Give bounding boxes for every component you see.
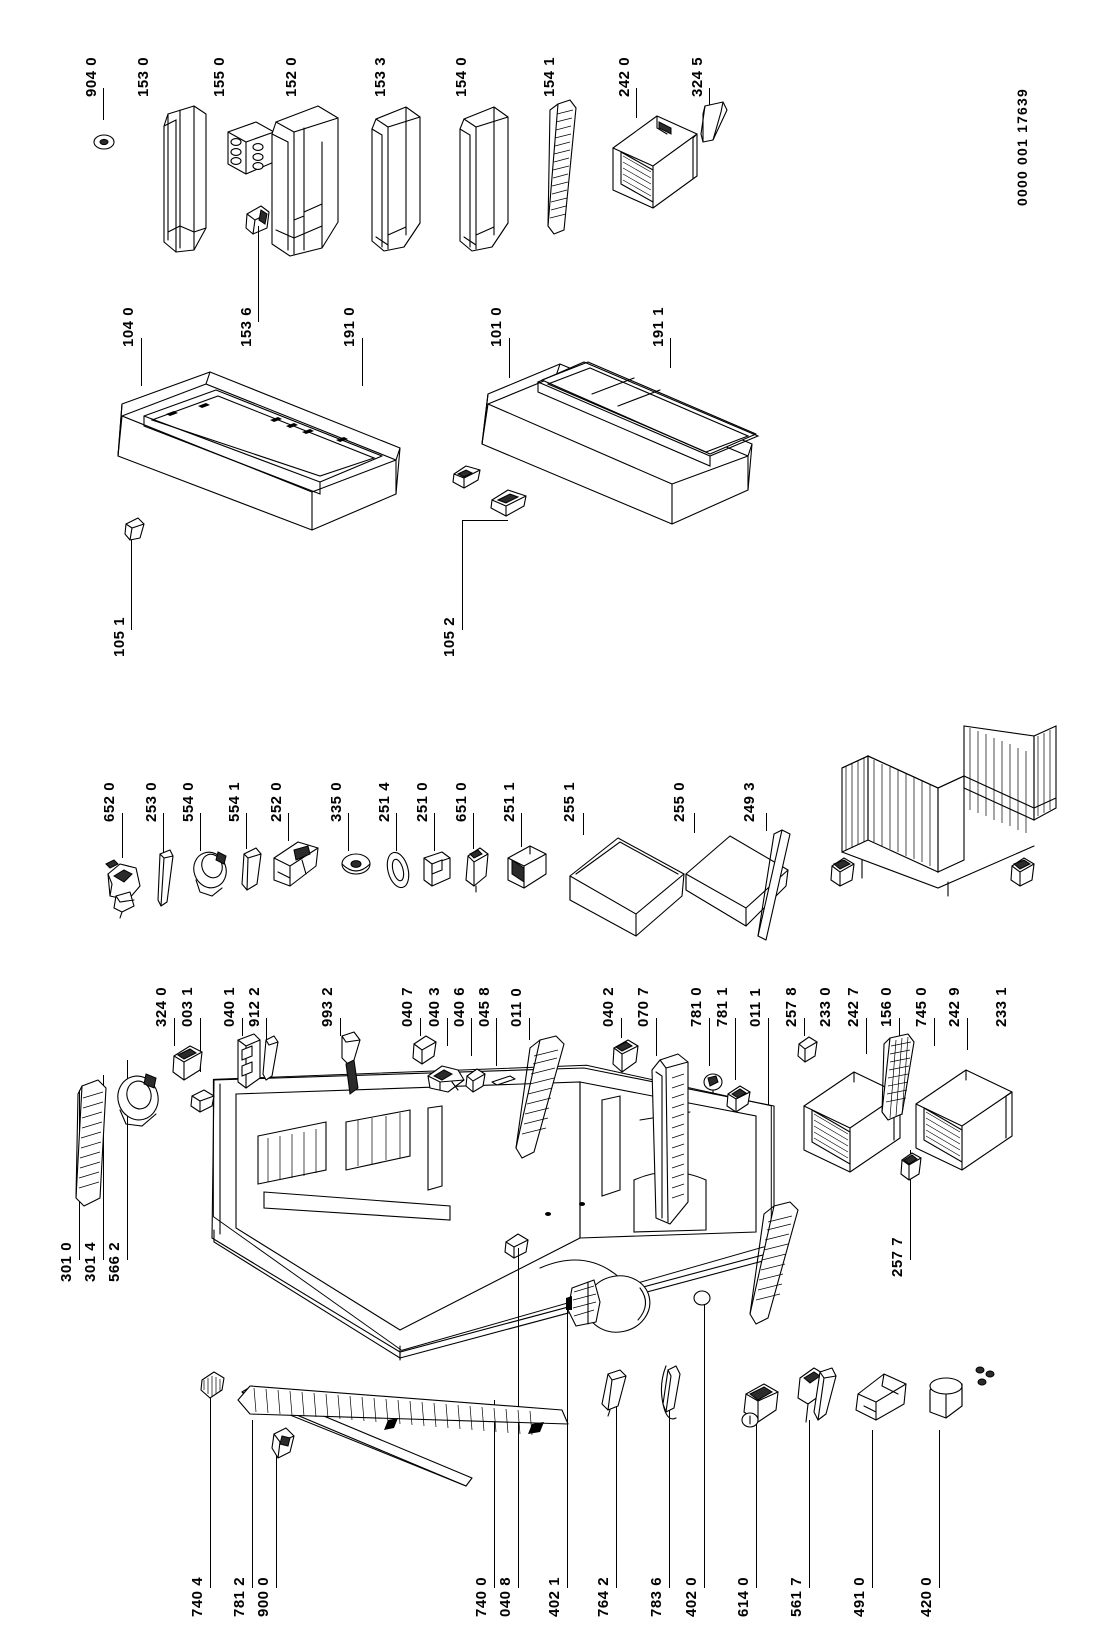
leader-614-0: [756, 1420, 757, 1588]
label-249-3: 249 3: [741, 781, 758, 822]
part-740-4-foot: [196, 1368, 230, 1402]
part-040-6-clip: [462, 1064, 490, 1096]
part-101-0-door-frame: [472, 356, 772, 556]
label-152-0: 152 0: [283, 56, 300, 97]
leader-402-0: [704, 1300, 705, 1588]
label-040-3: 040 3: [426, 986, 443, 1027]
part-105-2-hinge-cap-a: [450, 462, 484, 492]
label-154-1: 154 1: [541, 56, 558, 97]
label-554-0: 554 0: [180, 781, 197, 822]
leader-251-0: [434, 813, 435, 851]
label-255-1: 255 1: [561, 781, 578, 822]
leader-242-9: [967, 1018, 968, 1050]
part-420-0-screws: [972, 1362, 998, 1392]
leader-070-7: [656, 1018, 657, 1056]
label-105-1: 105 1: [111, 616, 128, 657]
label-781-1: 781 1: [714, 986, 731, 1027]
part-402-1-compressor: [560, 1258, 670, 1348]
label-301-4: 301 4: [82, 1241, 99, 1282]
part-003-1-plate: [186, 1084, 220, 1118]
part-251-1-box: [500, 840, 554, 896]
label-491-0: 491 0: [851, 1576, 868, 1617]
label-554-1: 554 1: [226, 781, 243, 822]
part-251-4-ring: [382, 846, 414, 894]
leader-764-2: [616, 1398, 617, 1588]
label-040-6: 040 6: [451, 986, 468, 1027]
part-335-0-grommet: [338, 848, 374, 882]
label-566-2: 566 2: [106, 1241, 123, 1282]
part-040-2-clip: [608, 1034, 644, 1080]
label-242-9: 242 9: [946, 986, 963, 1027]
leader-740-4: [210, 1392, 211, 1588]
part-652-0-thermostat: [100, 852, 152, 924]
label-251-4: 251 4: [376, 781, 393, 822]
part-249-3-rod: [752, 826, 802, 946]
part-233-1-clip: [1006, 852, 1040, 892]
part-153-3-door-rail: [360, 103, 436, 258]
part-554-1-bracket: [238, 846, 266, 896]
part-781-1-connector: [722, 1082, 756, 1116]
label-011-1: 011 1: [747, 987, 764, 1027]
leader-335-0: [348, 813, 349, 851]
label-070-7: 070 7: [635, 986, 652, 1027]
label-324-0: 324 0: [153, 986, 170, 1027]
part-491-0-drip-tray: [850, 1368, 914, 1430]
part-420-0-roll: [920, 1368, 976, 1426]
part-993-2-scraper: [328, 1030, 372, 1100]
leader-402-1: [567, 1300, 568, 1588]
label-420-0: 420 0: [918, 1576, 935, 1617]
part-651-0-switch: [458, 842, 496, 894]
label-040-8: 040 8: [497, 1576, 514, 1617]
part-566-2-fan: [112, 1068, 168, 1130]
leader-420-0: [939, 1430, 940, 1588]
label-233-1: 233 1: [993, 986, 1010, 1027]
label-257-7: 257 7: [889, 1236, 906, 1277]
part-233-0-clip: [826, 852, 860, 892]
leader-253-0: [163, 813, 164, 853]
label-003-1: 003 1: [179, 986, 196, 1027]
label-233-0: 233 0: [817, 986, 834, 1027]
label-301-0: 301 0: [58, 1241, 75, 1282]
part-105-2-hinge-cap-b: [488, 486, 530, 520]
label-040-7: 040 7: [399, 986, 416, 1027]
label-781-2: 781 2: [231, 1576, 248, 1617]
leader-904-0: [103, 88, 104, 120]
part-554-0-round-part: [188, 846, 234, 902]
label-764-2: 764 2: [595, 1576, 612, 1617]
label-154-0: 154 0: [453, 56, 470, 97]
label-242-0: 242 0: [616, 56, 633, 97]
part-324-5-flap: [695, 100, 735, 146]
label-251-0: 251 0: [414, 781, 431, 822]
label-011-0: 011 0: [508, 987, 525, 1027]
leader-153-6: [258, 226, 259, 322]
label-191-0: 191 0: [341, 306, 358, 347]
leader-781-0: [709, 1018, 710, 1066]
label-900-0: 900 0: [255, 1576, 272, 1617]
part-154-0-door-rail: [448, 103, 524, 258]
label-740-0: 740 0: [473, 1576, 490, 1617]
label-740-4: 740 4: [189, 1576, 206, 1617]
label-993-2: 993 2: [319, 986, 336, 1027]
label-191-1: 191 1: [650, 306, 667, 347]
label-402-1: 402 1: [546, 1576, 563, 1617]
part-301-0-rail: [70, 1078, 114, 1218]
label-242-7: 242 7: [845, 986, 862, 1027]
label-745-0: 745 0: [913, 986, 930, 1027]
label-257-8: 257 8: [783, 986, 800, 1027]
part-040-8-clip-in-cabinet: [500, 1230, 534, 1262]
leader-561-7: [809, 1420, 810, 1588]
part-154-1-bottle-strip: [540, 98, 594, 238]
part-912-2-pin: [260, 1034, 282, 1084]
label-040-1: 040 1: [221, 986, 238, 1027]
part-242-0-freezer-box: [605, 108, 705, 218]
label-251-1: 251 1: [501, 781, 518, 822]
label-105-2: 105 2: [441, 616, 458, 657]
part-255-1-glass-shelf: [562, 830, 692, 950]
part-011-0-rail: [514, 1034, 574, 1164]
label-155-0: 155 0: [211, 56, 228, 97]
part-011-1-rail: [748, 1200, 806, 1330]
label-253-0: 253 0: [143, 781, 160, 822]
part-152-0-door-bin: [260, 100, 360, 260]
label-402-0: 402 0: [683, 1576, 700, 1617]
label-252-0: 252 0: [268, 781, 285, 822]
part-764-2-capacitor: [596, 1368, 636, 1416]
part-783-6-thermal-fuse: [654, 1362, 688, 1426]
label-324-5: 324 5: [689, 56, 706, 97]
label-101-0: 101 0: [488, 306, 505, 347]
label-335-0: 335 0: [328, 781, 345, 822]
label-153-0: 153 0: [135, 56, 152, 97]
part-904-0-grommet: [92, 130, 118, 154]
label-153-6: 153 6: [238, 306, 255, 347]
label-045-8: 045 8: [476, 986, 493, 1027]
leader-554-1: [246, 813, 247, 849]
label-255-0: 255 0: [671, 781, 688, 822]
label-783-6: 783 6: [648, 1576, 665, 1617]
part-153-0-door-rail: [150, 100, 230, 260]
label-614-0: 614 0: [735, 1576, 752, 1617]
part-253-0-pin: [154, 848, 178, 912]
leader-242-7: [866, 1018, 867, 1054]
leader-745-0: [934, 1018, 935, 1046]
label-781-0: 781 0: [688, 986, 705, 1027]
leader-045-8: [496, 1018, 497, 1066]
label-153-3: 153 3: [372, 56, 389, 97]
part-257-7-clip: [896, 1148, 926, 1186]
part-251-0-bracket: [418, 848, 456, 892]
label-104-0: 104 0: [120, 306, 137, 347]
part-614-0-relay: [738, 1378, 784, 1432]
label-912-2: 912 2: [246, 986, 263, 1027]
label-904-0: 904 0: [83, 56, 100, 97]
label-156-0: 156 0: [878, 986, 895, 1027]
label-040-2: 040 2: [600, 986, 617, 1027]
leader-040-3: [447, 1018, 448, 1046]
leader-040-6: [471, 1018, 472, 1056]
part-242-9-drawer: [910, 1058, 1020, 1178]
part-070-7-control-strip: [646, 1052, 698, 1232]
label-561-7: 561 7: [788, 1576, 805, 1617]
part-402-0-tube: [690, 1286, 714, 1312]
part-740-0-base-strip: [232, 1376, 582, 1436]
part-252-0-lamp-cover: [268, 836, 328, 900]
leader-105-2a: [462, 520, 463, 630]
leader-783-6: [669, 1400, 670, 1588]
document-code: 0000 001 17639: [1014, 87, 1030, 206]
label-652-0: 652 0: [101, 781, 118, 822]
label-651-0: 651 0: [453, 781, 470, 822]
part-324-0-bracket: [168, 1042, 210, 1088]
part-105-1-hinge-cap: [120, 514, 150, 546]
part-561-7-part: [790, 1364, 842, 1432]
leader-491-0: [872, 1430, 873, 1588]
